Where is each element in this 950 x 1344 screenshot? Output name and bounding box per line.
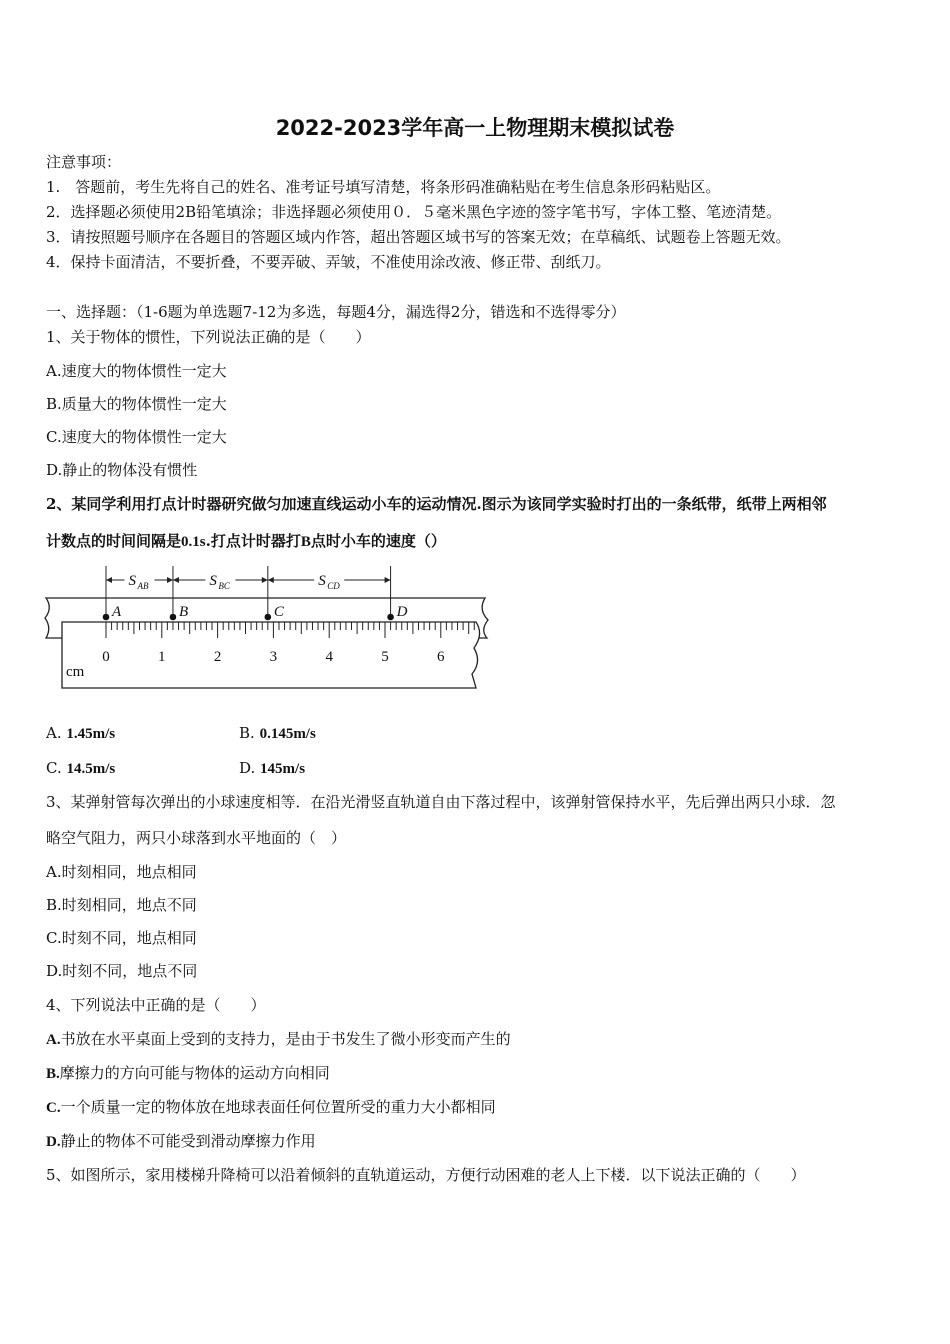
q2-option-d xyxy=(239,758,305,779)
tape-point-label: C xyxy=(273,604,284,620)
q4-option-c xyxy=(46,1097,496,1118)
option-value: 0.145m/s xyxy=(259,726,316,742)
stem-text: 点时小车的速度（） xyxy=(310,532,446,550)
ruler-tick-label: 2 xyxy=(213,649,222,665)
q2-option-c xyxy=(46,758,115,779)
stem-text: .打点计时器打 xyxy=(205,532,301,550)
notice-item: 3．请按照题号顺序在各题目的答题区域内作答，超出答题区域书写的答案无效；在草稿纸、试题卷上答题无效。 xyxy=(46,228,791,246)
q4-option-b xyxy=(46,1063,330,1084)
q4-option-d xyxy=(46,1131,316,1152)
q1-option-d: D.静止的物体没有惯性 xyxy=(46,461,198,479)
span-label: S xyxy=(209,573,217,589)
option-letter: A. xyxy=(46,1032,61,1048)
span-arrow-head xyxy=(173,577,179,583)
question-2-stem-line1: 2、某同学利用打点计时器研究做匀加速直线运动小车的运动情况.图示为该同学实验时打出的一条纸带，纸带上两相邻 xyxy=(46,495,827,513)
ruler-tick-label: 0 xyxy=(102,649,110,665)
ruler-tick-label: 3 xyxy=(269,649,278,665)
q3-option-b: B.时刻相同，地点不同 xyxy=(46,896,197,914)
span-arrow-head xyxy=(262,577,268,583)
span-label-subscript: BC xyxy=(218,581,230,591)
page-title: 2022-2023学年高一上物理期末模拟试卷 xyxy=(275,116,675,140)
option-letter: C. xyxy=(46,759,67,777)
option-text: 摩擦力的方向可能与物体的运动方向相同 xyxy=(59,1064,330,1082)
paper-tape-svg xyxy=(40,562,500,697)
option-value: 1.45m/s xyxy=(66,726,116,742)
q3-option-c: C.时刻不同，地点相同 xyxy=(46,929,197,947)
option-letter: C. xyxy=(46,1100,61,1116)
notice-item: 4．保持卡面清洁，不要折叠，不要弄破、弄皱，不准使用涂改液、修正带、刮纸刀。 xyxy=(46,253,611,271)
option-text: 静止的物体不可能受到滑动摩擦力作用 xyxy=(60,1132,316,1150)
question-3-stem-line2: 略空气阻力，两只小球落到水平地面的（ ） xyxy=(46,829,347,847)
span-arrow-head xyxy=(268,577,274,583)
tape-point-label: D xyxy=(396,604,408,620)
question-1-stem: 1、关于物体的惯性，下列说法正确的是（ ） xyxy=(46,328,371,346)
option-letter: B. xyxy=(239,724,260,742)
question-4-stem: 4、下列说法中正确的是（ ） xyxy=(46,996,266,1014)
span-arrow-head xyxy=(167,577,173,583)
span-label-subscript: CD xyxy=(327,581,340,591)
option-value: 145m/s xyxy=(260,761,306,777)
q3-option-d: D.时刻不同，地点不同 xyxy=(46,962,198,980)
q1-option-b: B.质量大的物体惯性一定大 xyxy=(46,395,227,413)
ruler-tick-label: 4 xyxy=(325,649,333,665)
notice-item: 1. 答题前，考生先将自己的姓名、准考证号填写清楚，将条形码准确粘贴在考生信息条形码粘贴区。 xyxy=(46,178,721,196)
question-5-stem: 5、如图所示，家用楼梯升降椅可以沿着倾斜的直轨道运动，方便行动困难的老人上下楼．以下说法正确的（ ） xyxy=(46,1166,806,1184)
span-arrow-head xyxy=(385,577,391,583)
option-value: 14.5m/s xyxy=(66,761,116,777)
paper-tape-figure xyxy=(40,562,500,697)
stem-text: 计数点的时间间隔是 xyxy=(46,532,182,550)
ruler-tick-label: 6 xyxy=(437,649,445,665)
ruler-tick-label: 1 xyxy=(158,649,166,665)
stem-point-label: B xyxy=(300,534,311,550)
span-arrow-head xyxy=(106,577,112,583)
option-text: 书放在水平桌面上受到的支持力，是由于书发生了微小形变而产生的 xyxy=(60,1030,511,1048)
span-label: S xyxy=(318,573,326,589)
option-letter: A. xyxy=(46,724,67,742)
q1-option-a: A.速度大的物体惯性一定大 xyxy=(46,362,227,380)
option-letter: D. xyxy=(239,759,261,777)
q2-option-b xyxy=(239,723,316,744)
tape-point-label: A xyxy=(112,604,122,620)
question-3-stem-line1: 3、某弹射管每次弹出的小球速度相等．在沿光滑竖直轨道自由下落过程中，该弹射管保持水平，先后弹出两只小球．忽 xyxy=(46,793,836,811)
notice-heading: 注意事项： xyxy=(46,153,122,171)
q3-option-a: A.时刻相同，地点相同 xyxy=(46,863,197,881)
notice-item: 2．选择题必须使用2B铅笔填涂；非选择题必须使用０．５毫米黑色字迹的签字笔书写，字体工整、笔迹清楚。 xyxy=(46,203,782,221)
ruler-unit-label: cm xyxy=(66,664,85,680)
q2-option-a xyxy=(46,723,115,744)
option-letter: D. xyxy=(46,1134,61,1150)
option-text: 一个质量一定的物体放在地球表面任何位置所受的重力大小都相同 xyxy=(60,1098,496,1116)
ruler-tick-label: 5 xyxy=(381,649,389,665)
section-heading: 一、选择题：（1-6题为单选题7-12为多选，每题4分，漏选得2分，错选和不选得零分） xyxy=(46,303,626,321)
span-label-subscript: AB xyxy=(137,581,149,591)
question-2-stem-line2 xyxy=(46,531,446,552)
tape-point-label: B xyxy=(178,604,189,620)
q4-option-a xyxy=(46,1029,511,1050)
option-letter: B. xyxy=(46,1066,60,1082)
stem-interval-value: 0.1s xyxy=(181,534,206,550)
q1-option-c: C.速度大的物体惯性一定大 xyxy=(46,428,227,446)
span-label: S xyxy=(128,573,136,589)
